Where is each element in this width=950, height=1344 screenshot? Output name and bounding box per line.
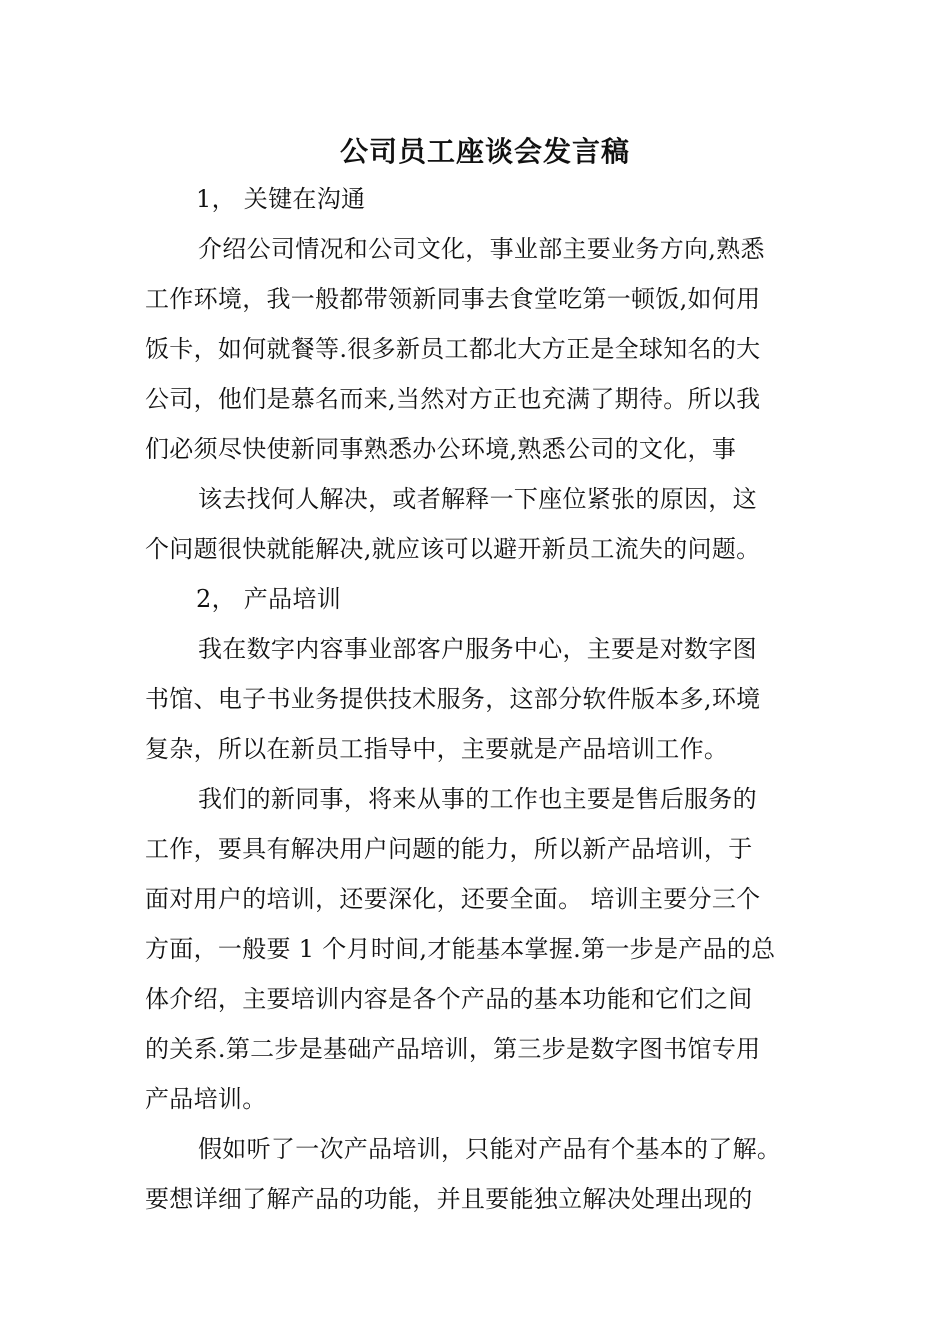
paragraph-line: 面对用户的培训，还要深化，还要全面。 培训主要分三个 [145, 885, 761, 913]
paragraph-line: 公司，他们是慕名而来,当然对方正也充满了期待。所以我 [145, 385, 761, 413]
heading-2: 2， 产品培训 [196, 585, 341, 613]
paragraph-line: 我在数字内容事业部客户服务中心，主要是对数字图 [198, 635, 757, 663]
paragraph-line: 体介绍，主要培训内容是各个产品的基本功能和它们之间 [145, 985, 753, 1013]
paragraph-line: 个问题很快就能解决,就应该可以避开新员工流失的问题。 [145, 535, 761, 563]
paragraph-line: 假如听了一次产品培训，只能对产品有个基本的了解。 [198, 1135, 782, 1163]
paragraph-line: 们必须尽快使新同事熟悉办公环境,熟悉公司的文化，事 [145, 435, 737, 463]
paragraph-line: 产品培训。 [145, 1085, 267, 1113]
paragraph-line: 的关系.第二步是基础产品培训，第三步是数字图书馆专用 [145, 1035, 761, 1063]
paragraph-line: 该去找何人解决，或者解释一下座位紧张的原因，这 [198, 485, 757, 513]
paragraph-line: 工作环境，我一般都带领新同事去食堂吃第一顿饭,如何用 [145, 285, 761, 313]
paragraph-line: 方面，一般要 1 个月时间,才能基本掌握.第一步是产品的总 [145, 935, 776, 963]
paragraph-line: 我们的新同事，将来从事的工作也主要是售后服务的 [198, 785, 757, 813]
paragraph-line: 工作，要具有解决用户问题的能力，所以新产品培训，于 [145, 835, 753, 863]
heading-1: 1， 关键在沟通 [196, 185, 366, 213]
paragraph-line: 要想详细了解产品的功能，并且要能独立解决处理出现的 [145, 1185, 753, 1213]
paragraph-line: 书馆、电子书业务提供技术服务，这部分软件版本多,环境 [145, 685, 761, 713]
paragraph-line: 介绍公司情况和公司文化，事业部主要业务方向,熟悉 [198, 235, 765, 263]
paragraph-line: 饭卡，如何就餐等.很多新员工都北大方正是全球知名的大 [145, 335, 761, 363]
document-title: 公司员工座谈会发言稿 [339, 135, 630, 168]
paragraph-line: 复杂，所以在新员工指导中，主要就是产品培训工作。 [145, 735, 729, 763]
